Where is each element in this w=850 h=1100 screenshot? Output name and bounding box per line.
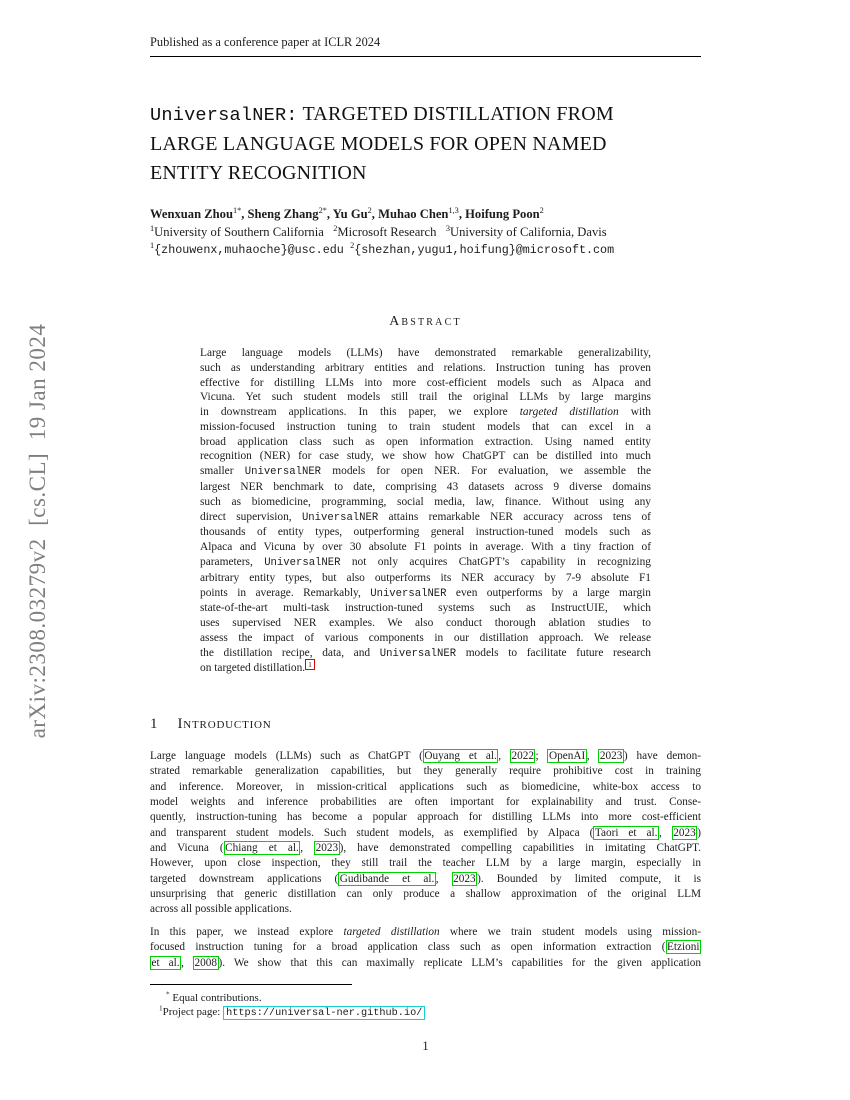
bold-text: , Muhao Chen: [371, 207, 449, 221]
footnote-divider: [150, 984, 352, 985]
superscript: 2: [350, 241, 355, 250]
text-line: et al. , 2008 ). We show that this can maximally replicate LLM’s capabilities for the given application: [151, 956, 701, 969]
page-number: 1: [422, 1039, 429, 1053]
text-line: arbitrary entity types, but also outperforms its NER accuracy by 7-9 absolute F1: [200, 571, 651, 584]
text-line: thousands of entity types, outperforming general instruction-tuned models such as: [200, 526, 651, 539]
citation-link[interactable]: et al.: [151, 956, 180, 969]
abstract-heading: Abstract: [389, 313, 462, 328]
text-line: largest NER benchmark to date, comprising 43 datasets across 9 diverse domains: [200, 481, 651, 494]
text-line: direct supervision, UniversalNER attains remarkable NER accuracy across tens of: [200, 510, 651, 524]
text-line: such as biomedicine, programming, social media, law, finance. Without using any: [200, 495, 651, 508]
bold-text: , Yu Gu: [326, 207, 368, 221]
monospace-text: UniversalNER:: [150, 105, 298, 126]
intro-paragraph-2: [150, 925, 701, 971]
footnote-equal-contrib: * Equal contributions.: [166, 990, 262, 1004]
text-line: across all possible applications.: [150, 903, 292, 916]
superscript: *: [166, 990, 170, 999]
italic-text: targeted distillation: [519, 406, 619, 419]
bold-text: , Hoifung Poon: [458, 207, 540, 221]
citation-link[interactable]: Taori et al.: [594, 826, 658, 839]
citation-link[interactable]: 2023: [315, 842, 339, 855]
author-block: [150, 206, 710, 260]
section-number: 1: [150, 716, 158, 732]
superscript: 1,3: [448, 205, 459, 215]
text-line: state-of-the-art multi-task instruction-tuned systems such as InstructUIE, which: [200, 602, 651, 615]
bold-text: , Sheng Zhang: [241, 207, 319, 221]
citation-link[interactable]: 2008: [194, 956, 217, 969]
text-line: strated remarkable generalization capabilities, but they generally require prohibitive cost in training: [150, 765, 701, 778]
text-line: model weights and inference probabilities are often important for explainability and trust. Conse-: [150, 796, 701, 809]
text-line: Alpaca and Vicuna by over 30 absolute F1 points in average. With a tiny fraction of: [200, 541, 651, 554]
superscript: 2*: [318, 205, 327, 215]
text-line: and Vicuna ( Chiang et al. , 2023 ), have demonstrated compelling capabilities in imitating ChatGPT.: [150, 842, 701, 855]
footnote-marker-link[interactable]: 1: [305, 659, 315, 670]
text-line: assess the impact of various components in our distillation approach. We release: [200, 631, 651, 644]
superscript: 1: [159, 1004, 163, 1013]
italic-text: targeted distillation: [343, 926, 440, 938]
superscript: 3: [445, 223, 450, 233]
text-line: focused instruction tuning for a broad application class such as open information extraction ( Etzioni: [150, 941, 700, 954]
text-line: effective for distilling LLMs into more cost-efficient models such as Alpaca and: [200, 376, 651, 389]
text-line: in downstream applications. In this paper, we explore targeted distillation with: [200, 406, 651, 419]
monospace-text: UniversalNER: [264, 556, 341, 569]
bold-text: Wenxuan Zhou: [150, 207, 233, 221]
text-line: such as understanding arbitrary entities and relations. Instruction tuning has proven: [200, 361, 651, 374]
text-line: mission-focused instruction tuning to train student models that can excel in a: [200, 420, 651, 433]
title-line-2: LARGE LANGUAGE MODELS FOR OPEN NAMED: [150, 133, 607, 155]
superscript: 2: [333, 223, 338, 233]
footnote-project-page: $^1$Project page: https://universal-ner.github.io/: [150, 1005, 701, 1020]
superscript: 1*: [232, 205, 242, 215]
text-line: quently, instruction-tuning has become a popular approach for distilling LLMs into more cost-efficient: [150, 811, 701, 824]
text-line: uses supervised NER examples. We also conduct thorough ablation studies to: [200, 617, 651, 630]
citation-link[interactable]: 2023: [453, 872, 476, 885]
author-names: [150, 206, 710, 224]
text-line: unsurprising that generic distillation can only produce a shallow approximation of the original LLM: [150, 888, 701, 901]
text-line: points in average. Remarkably, UniversalNER even outperforms by a large margin: [200, 586, 651, 600]
monospace-text: {zhouwenx,muhaoche}@usc.edu: [154, 243, 344, 258]
monospace-text: UniversalNER: [244, 466, 322, 479]
citation-link[interactable]: 2023: [599, 750, 623, 762]
citation-link[interactable]: Ouyang et al.: [424, 750, 497, 762]
citation-link[interactable]: 2022: [511, 750, 534, 762]
superscript: 1: [150, 241, 155, 250]
intro-paragraph-1: [150, 749, 701, 918]
text-line: recognition (NER) for case study, we show how ChatGPT can be distilled into much: [200, 450, 651, 463]
paper-title: [150, 100, 710, 188]
section-title: Introduction: [177, 716, 272, 732]
project-page-link[interactable]: https://universal-ner.github.io/: [223, 1006, 425, 1020]
author-emails: [150, 241, 710, 260]
citation-link[interactable]: 2023: [673, 826, 696, 839]
citation-link[interactable]: Gudibande et al.: [339, 872, 435, 885]
text-line: Large language models (LLMs) such as ChatGPT ( Ouyang et al. , 2022 ; OpenAI , 2023 ) have demon-: [150, 750, 701, 762]
text-line: In this paper, we instead explore targeted distillation where we train student models using mission-: [150, 926, 701, 938]
text-line: targeted downstream applications ( Gudibande et al. , 2023 ). Bounded by limited compute, it is: [150, 872, 702, 885]
monospace-text: UniversalNER: [370, 587, 447, 600]
title-line-3: ENTITY RECOGNITION: [150, 162, 367, 184]
text-line: and inference. Moreover, in mission-critical applications such as biomedicine, white-box access to: [150, 780, 701, 793]
monospace-text: UniversalNER: [379, 647, 457, 660]
text-line: Large language models (LLMs) have demonstrated remarkable generalizability,: [200, 347, 651, 359]
citation-link[interactable]: OpenAI: [548, 750, 586, 762]
author-affiliations: $^1$University of Southern California $^2$Microsoft Research $^3$University of California, Davis: [150, 223, 607, 239]
text-line: smaller UniversalNER models for open NER. For evaluation, we assemble the: [200, 465, 652, 479]
citation-link[interactable]: Etzioni: [667, 941, 700, 954]
text-line: the distillation recipe, data, and UniversalNER models to facilitate future research: [200, 646, 651, 660]
section-heading-introduction: [150, 716, 272, 733]
citation-link[interactable]: Chiang et al.: [225, 842, 299, 855]
monospace-text: UniversalNER: [301, 511, 379, 524]
running-head: Published as a conference paper at ICLR 2024: [150, 35, 701, 57]
superscript: 1: [150, 223, 155, 233]
title-line-1: UniversalNER: TARGETED DISTILLATION FROM: [150, 103, 614, 126]
text-line: and transparent student models. Such student models, as exemplified by Alpaca ( Taori et al. , 2023 ): [150, 826, 701, 839]
monospace-text: {shezhan,yugu1,hoifung}@microsoft.com: [354, 243, 615, 258]
abstract-text: [200, 346, 651, 676]
text-line: on targeted distillation. $^1$: [200, 661, 651, 676]
arxiv-watermark: arXiv:2308.03279v2 [cs.CL] 19 Jan 2024: [25, 323, 50, 739]
text-line: parameters, UniversalNER not only acquires ChatGPT’s capability in recognizing: [200, 555, 651, 569]
text-line: Vicuna. Yet such student models still trail the original LLMs by large margins: [200, 391, 651, 404]
superscript: 2: [539, 205, 544, 215]
superscript: 2: [367, 205, 372, 215]
text-line: However, upon close inspection, they still trail the teacher LLM by a large margin, especially in: [150, 857, 701, 870]
text-line: broad application class such as open information extraction. Using named entity: [200, 435, 651, 448]
